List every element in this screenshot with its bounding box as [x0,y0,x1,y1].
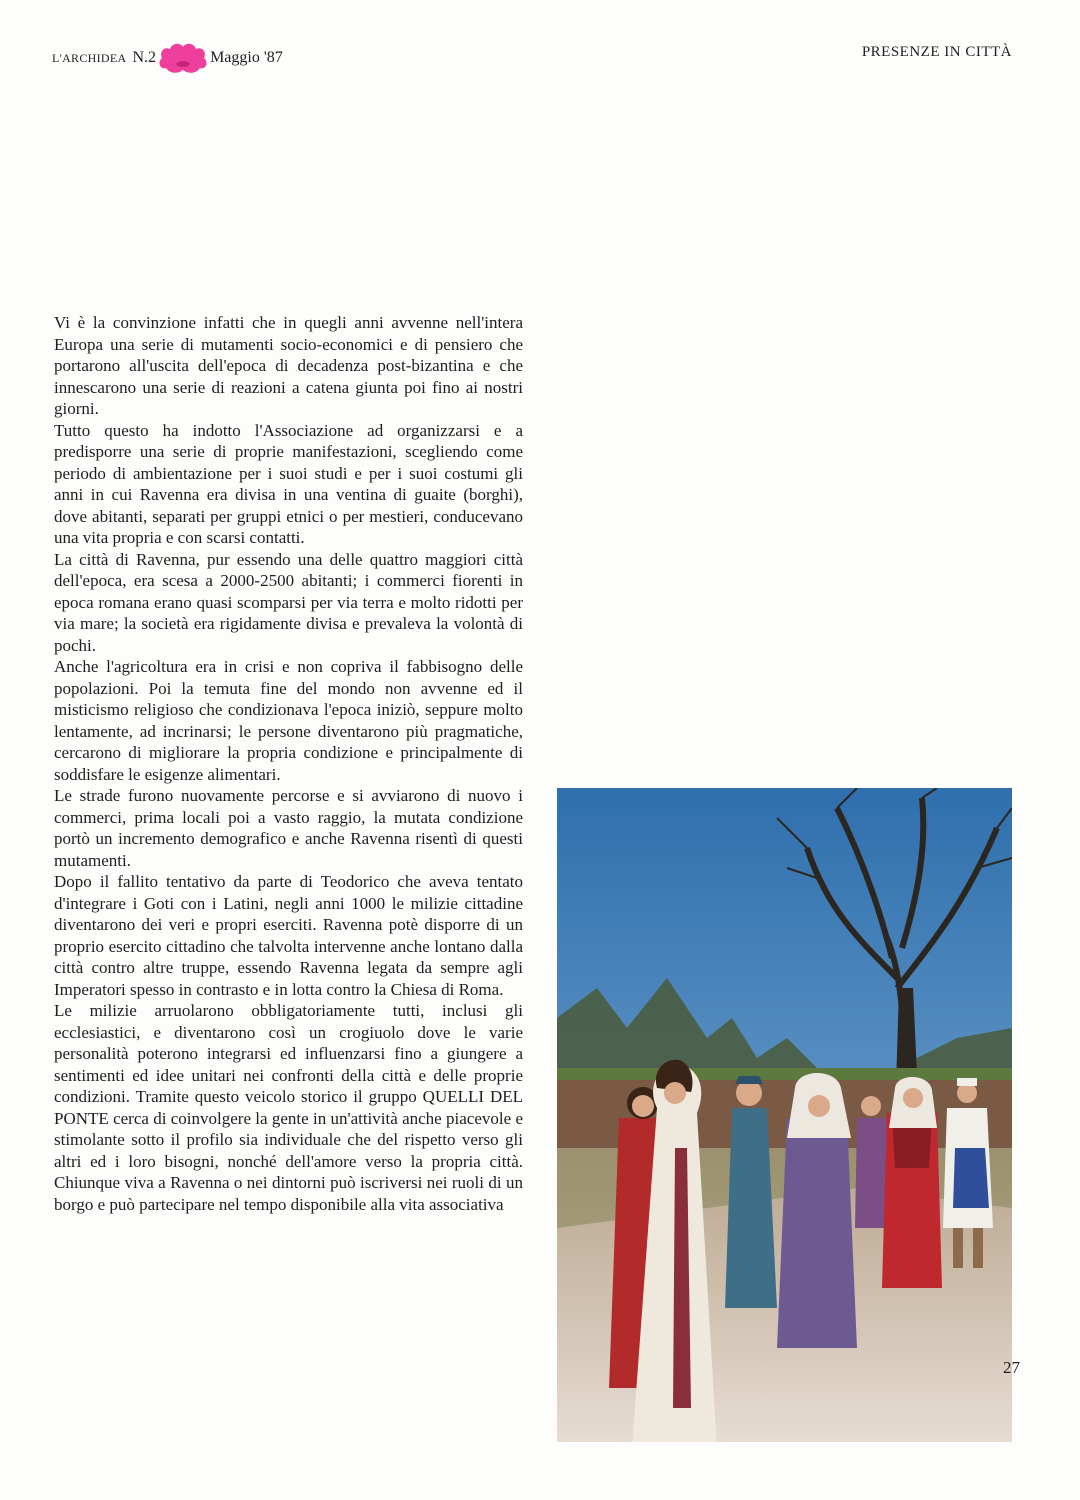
article-paragraph: Vi è la convinzione infatti che in quegli anni avvenne nell'intera Europa una serie di mutamenti socio-economici e di pensiero che portarono all'uscita dell'epoca di decadenza post-bizantina e che innescarono una serie di reazioni a catena giunta poi fino ai nostri giorni. [54,313,523,418]
issue-number: N.2 [132,49,157,66]
magazine-name: L'ARCHIDEA [52,51,127,65]
running-header-left [52,40,283,76]
article-paragraph: Dopo il fallito tentativo da parte di Teodorico che aveva tentato d'integrare i Goti con i Latini, negli anni 1000 le milizie cittadine diventarono dei veri e propri eserciti. Ravenna potè disporre di un proprio esercito cittadino che talvolta intervenne anche lontano dalla città contro altre truppe, essendo Ravenna legata da sempre agli Imperatori spesso in contrasto e in lotta contro la Chiesa di Roma. [54,872,523,999]
article-paragraph: Le milizie arruolarono obbligatoriamente tutti, inclusi gli ecclesiastici, e diventarono così un crogiuolo dove le varie personalità poterono integrarsi ed influenzarsi fino a giungere a sentimenti ed idee unitari nei confronti della città e delle proprie condizioni. Tramite questo veicolo storico il gruppo QUELLI DEL PONTE cerca di coinvolgere la gente in un'attività anche piacevole e stimolante sotto il profilo sia individuale che del rispetto verso gli altri ed i loro bisogni, nonché dell'amore verso la propria città. Chiunque viva a Ravenna o nei dintorni può iscriversi nei ruoli di un borgo e può partecipare nel tempo disponibile alla vita associativa [54,1001,523,1214]
issue-date: Maggio '87 [210,49,283,66]
article-paragraph: La città di Ravenna, pur essendo una delle quattro maggiori città dell'epoca, era scesa a 2000-2500 abitanti; i commerci fiorenti in epoca romana erano quasi scomparsi per via terra e molto ridotti per via mare; la società era rigidamente divisa e prevaleva la volontà di pochi. [54,549,523,655]
page-number: 27 [1003,1358,1020,1377]
orchid-logo-icon [158,40,208,76]
article-paragraph: Le strade furono nuovamente percorse e si avviarono di nuovo i commerci, prima locali poi a vasto raggio, la mutata condizione portò un incremento demografico e anche Ravenna risentì di questi mutamenti. [54,786,523,870]
costumed-group-photo [557,788,1012,1442]
article-paragraph: Tutto questo ha indotto l'Associazione ad organizzarsi e a predisporre una serie di proprie manifestazioni, scegliendo come periodo di ambientazione per i suoi studi e per i suoi costumi gli anni in cui Ravenna era divisa in una ventina di guaite (borghi), dove abitanti, separati per gruppi etnici o per mestieri, conducevano una vita propria e con scarsi contatti. [54,420,523,547]
article-paragraph: Anche l'agricoltura era in crisi e non copriva il fabbisogno delle popolazioni. Poi la temuta fine del mondo non avvenne ed il misticismo religioso che condizionava l'epoca iniziò, seppure molto lentamente, ad incrinarsi; le persone diventarono più pragmatiche, cercarono di migliorare la propria condizione e principalmente di soddisfare le esigenze alimentari. [54,657,523,784]
article-body [54,312,523,1215]
section-title: PRESENZE IN CITTÀ [861,44,1012,60]
